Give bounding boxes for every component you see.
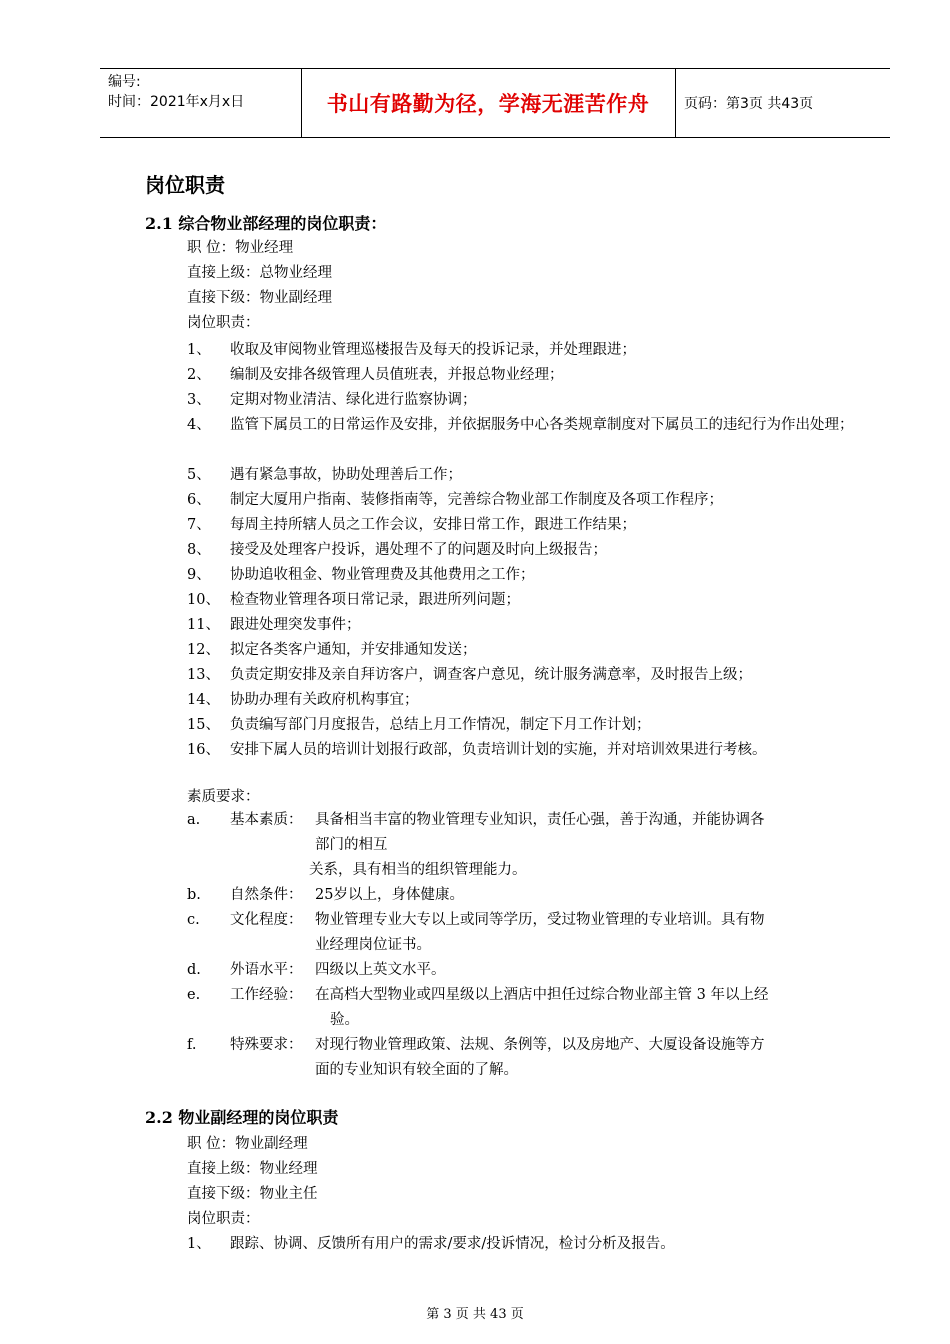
page-footer: 第 3 页 共 43 页 [426, 1307, 524, 1322]
quality-label: 基本素质： [230, 812, 303, 828]
duty-text: 拟定各类客户通知，并安排通知发送； [230, 642, 477, 658]
quality-text: 对现行物业管理政策、法规、条例等，以及房地产、大厦设备设施等方 [315, 1037, 765, 1053]
duty-text: 协助办理有关政府机构事宜； [230, 692, 419, 708]
subordinate-line: 直接下级：物业副经理 [187, 290, 332, 306]
duty-number: 1、 [187, 1236, 211, 1252]
duty-text: 每周主持所辖人员之工作会议，安排日常工作，跟进工作结果； [230, 517, 636, 533]
duty-text: 安排下属人员的培训计划报行政部，负责培训计划的实施，并对培训效果进行考核。 [230, 742, 767, 758]
duty-number: 3、 [187, 392, 211, 408]
duty-number: 15、 [187, 717, 220, 733]
duties-label: 岗位职责： [187, 315, 260, 331]
duty-text: 制定大厦用户指南、装修指南等，完善综合物业部工作制度及各项工作程序； [230, 492, 723, 508]
duty-number: 13、 [187, 667, 220, 683]
duty-number: 16、 [187, 742, 220, 758]
doc-time-label: 时间：2021年x月x日 [108, 94, 245, 110]
quality-label: 工作经验： [230, 987, 303, 1003]
quality-text: 面的专业知识有较全面的了解。 [315, 1062, 518, 1078]
header-meta [108, 72, 244, 112]
duty-number: 1、 [187, 342, 211, 358]
quality-letter: f. [187, 1037, 197, 1053]
duty-number: 10、 [187, 592, 220, 608]
position-line: 职 位：物业副经理 [187, 1136, 308, 1152]
superior-line: 直接上级：物业经理 [187, 1161, 318, 1177]
quality-text: 四级以上英文水平。 [315, 962, 446, 978]
quality-text: 具备相当丰富的物业管理专业知识，责任心强，善于沟通，并能协调各 [315, 812, 765, 828]
duty-text: 跟踪、协调、反馈所有用户的需求/要求/投诉情况，检讨分析及报告。 [230, 1236, 675, 1252]
quality-label: 文化程度： [230, 912, 303, 928]
duty-number: 6、 [187, 492, 211, 508]
duty-text: 接受及处理客户投诉，遇处理不了的问题及时向上级报告； [230, 542, 607, 558]
duty-text: 编制及安排各级管理人员值班表，并报总物业经理； [230, 367, 564, 383]
quality-label: 自然条件： [230, 887, 303, 903]
quality-letter: c. [187, 912, 200, 928]
duty-text: 检查物业管理各项日常记录，跟进所列问题； [230, 592, 520, 608]
duty-text: 定期对物业清洁、绿化进行监察协调； [230, 392, 477, 408]
qualities-label: 素质要求： [187, 789, 260, 805]
quality-text: 关系，具有相当的组织管理能力。 [309, 862, 527, 878]
duty-number: 4、 [187, 417, 211, 433]
duty-number: 7、 [187, 517, 211, 533]
duty-number: 12、 [187, 642, 220, 658]
duty-text: 负责编写部门月度报告，总结上月工作情况，制定下月工作计划； [230, 717, 651, 733]
section-heading: 2.1 综合物业部经理的岗位职责： [145, 214, 387, 233]
header-page-label: 页码：第3页 共43页 [684, 96, 814, 112]
header-motto: 书山有路勤为径，学海无涯苦作舟 [326, 92, 650, 116]
duty-text: 跟进处理突发事件； [230, 617, 361, 633]
quality-text: 验。 [330, 1012, 359, 1028]
page-title: 岗位职责 [145, 173, 225, 197]
duty-text: 协助追收租金、物业管理费及其他费用之工作； [230, 567, 535, 583]
position-line: 职 位：物业经理 [187, 240, 294, 256]
page-header [100, 68, 890, 138]
superior-line: 直接上级：总物业经理 [187, 265, 332, 281]
quality-text: 部门的相互 [315, 837, 388, 853]
quality-label: 特殊要求： [230, 1037, 303, 1053]
duties-label: 岗位职责： [187, 1211, 260, 1227]
duty-number: 14、 [187, 692, 220, 708]
section-heading: 2.2 物业副经理的岗位职责 [145, 1108, 339, 1127]
quality-letter: d. [187, 962, 201, 978]
quality-letter: e. [187, 987, 201, 1003]
duty-text: 收取及审阅物业管理巡楼报告及每天的投诉记录，并处理跟进； [230, 342, 636, 358]
quality-text: 业经理岗位证书。 [315, 937, 431, 953]
duty-text: 遇有紧急事故，协助处理善后工作； [230, 467, 462, 483]
duty-text: 监管下属员工的日常运作及安排，并依据服务中心各类规章制度对下属员工的违纪行为作出处理； [230, 417, 854, 433]
quality-text: 25岁以上，身体健康。 [315, 887, 464, 903]
duty-number: 11、 [187, 617, 220, 633]
duty-number: 2、 [187, 367, 211, 383]
quality-letter: b. [187, 887, 201, 903]
quality-letter: a. [187, 812, 201, 828]
duty-number: 5、 [187, 467, 211, 483]
header-divider [675, 69, 676, 137]
quality-label: 外语水平： [230, 962, 303, 978]
duty-text: 负责定期安排及亲自拜访客户，调查客户意见，统计服务满意率，及时报告上级； [230, 667, 752, 683]
subordinate-line: 直接下级：物业主任 [187, 1186, 318, 1202]
duty-number: 9、 [187, 567, 211, 583]
quality-text: 在高档大型物业或四星级以上酒店中担任过综合物业部主管 3 年以上经 [315, 987, 769, 1003]
doc-code-label: 编号: [108, 74, 141, 90]
duty-number: 8、 [187, 542, 211, 558]
quality-text: 物业管理专业大专以上或同等学历，受过物业管理的专业培训。具有物 [315, 912, 765, 928]
